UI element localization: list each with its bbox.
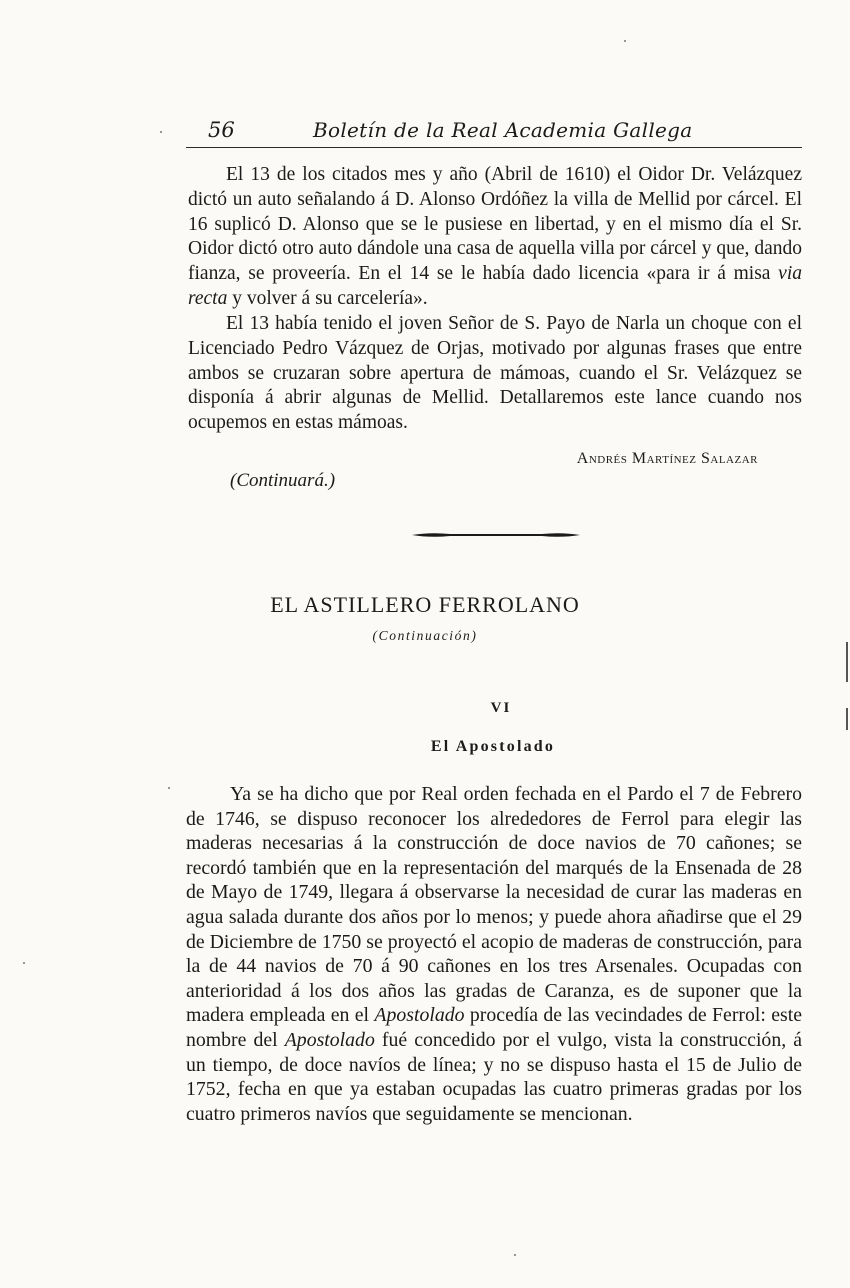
page-edge-mark [846,708,848,730]
paragraph-san-payo: El 13 había tenido el joven Señor de S. Payo de Narla un choque con el Licenciado Pedro Vázquez de Orjas, motivado por algunas frases que entre ambos se cruzaran sobre apertura de mámoas, cuando el Sr. Velázquez se disponía á abrir algunas de Mellid. Detallaremos este lance cuando nos ocupemos en estas mámoas. [188,313,802,434]
paragraph-apostolado [186,782,802,1126]
section-title: El Apostolado [430,738,556,755]
section-divider-ornament [410,528,582,542]
article-subtitle: (Continuación) [372,628,478,643]
author-signature: Andrés Martínez Salazar [576,450,758,467]
header-rule [186,147,802,148]
paragraph-text: Ya se ha dicho que por Real orden fechada en el Pardo el 7 de Febrero de 1746, se dispuso reconocer los alrededores de Ferrol para elegir las maderas necesarias á la construcción de doce navios de 70 cañones; se recordó también que en la representación del marqués de la Ensenada de 28 de Mayo de 1749, llegara á observarse la necesidad de curar las maderas en agua salada durante dos años por lo menos; y puede ahora añadirse que el 29 de Diciembre de 1750 se proyectó el acopio de maderas de construcción, para la de 44 navios de 70 á 90 cañones en los tres Arsenales. Ocupadas con anterioridad á los dos años las gradas de Caranza, es de suponer que la madera empleada en el [186,783,802,1027]
print-speck [23,962,25,964]
print-speck [168,787,170,789]
print-speck [160,131,162,133]
emphasis-text: Apostolado [374,1004,465,1027]
page-number: 56 [208,118,235,142]
paragraph-alonso-ordonez [188,163,802,312]
emphasis-text: via recta [188,263,802,309]
article-title: EL ASTILLERO FERROLANO [270,592,580,617]
page-header [186,114,802,148]
emphasis-text: Apostolado [284,1028,375,1051]
running-title: Boletín de la Real Academia Gallega [313,118,693,142]
paragraph-text: El 13 de los citados mes y año (Abril de 1610) el Oidor Dr. Velázquez dictó un auto señalando á D. Alonso Ordóñez la villa de Mellid por cárcel. El 16 suplicó D. Alonso que se le pusiese en libertad, y en el mismo día el Sr. Oidor dictó otro auto dándole una casa de aquella villa por cárcel y que, dando fianza, se proveería. En el 14 se le había dado licencia «para ir á misa [188,164,802,285]
ornament-rule [412,533,580,537]
print-speck [514,1254,516,1256]
paragraph-text: fué concedido por el vulgo, vista la construcción, á un tiempo, de doce navíos de línea; y no se dispuso hasta el 15 de Julio de 1752, fecha en que ya estaban ocupadas las cuatro primeras gradas por los cuatro primeros navíos que seguidamente se mencionan. [186,1028,802,1125]
section-number: VI [490,700,512,716]
continued-note: (Continuará.) [230,470,336,491]
paragraph-text: y volver á su carcelería». [227,287,428,309]
paragraph-text: procedía de las vecindades de Ferrol: este nombre del [186,1004,803,1051]
page-edge-mark [846,642,848,682]
print-speck [624,40,626,42]
